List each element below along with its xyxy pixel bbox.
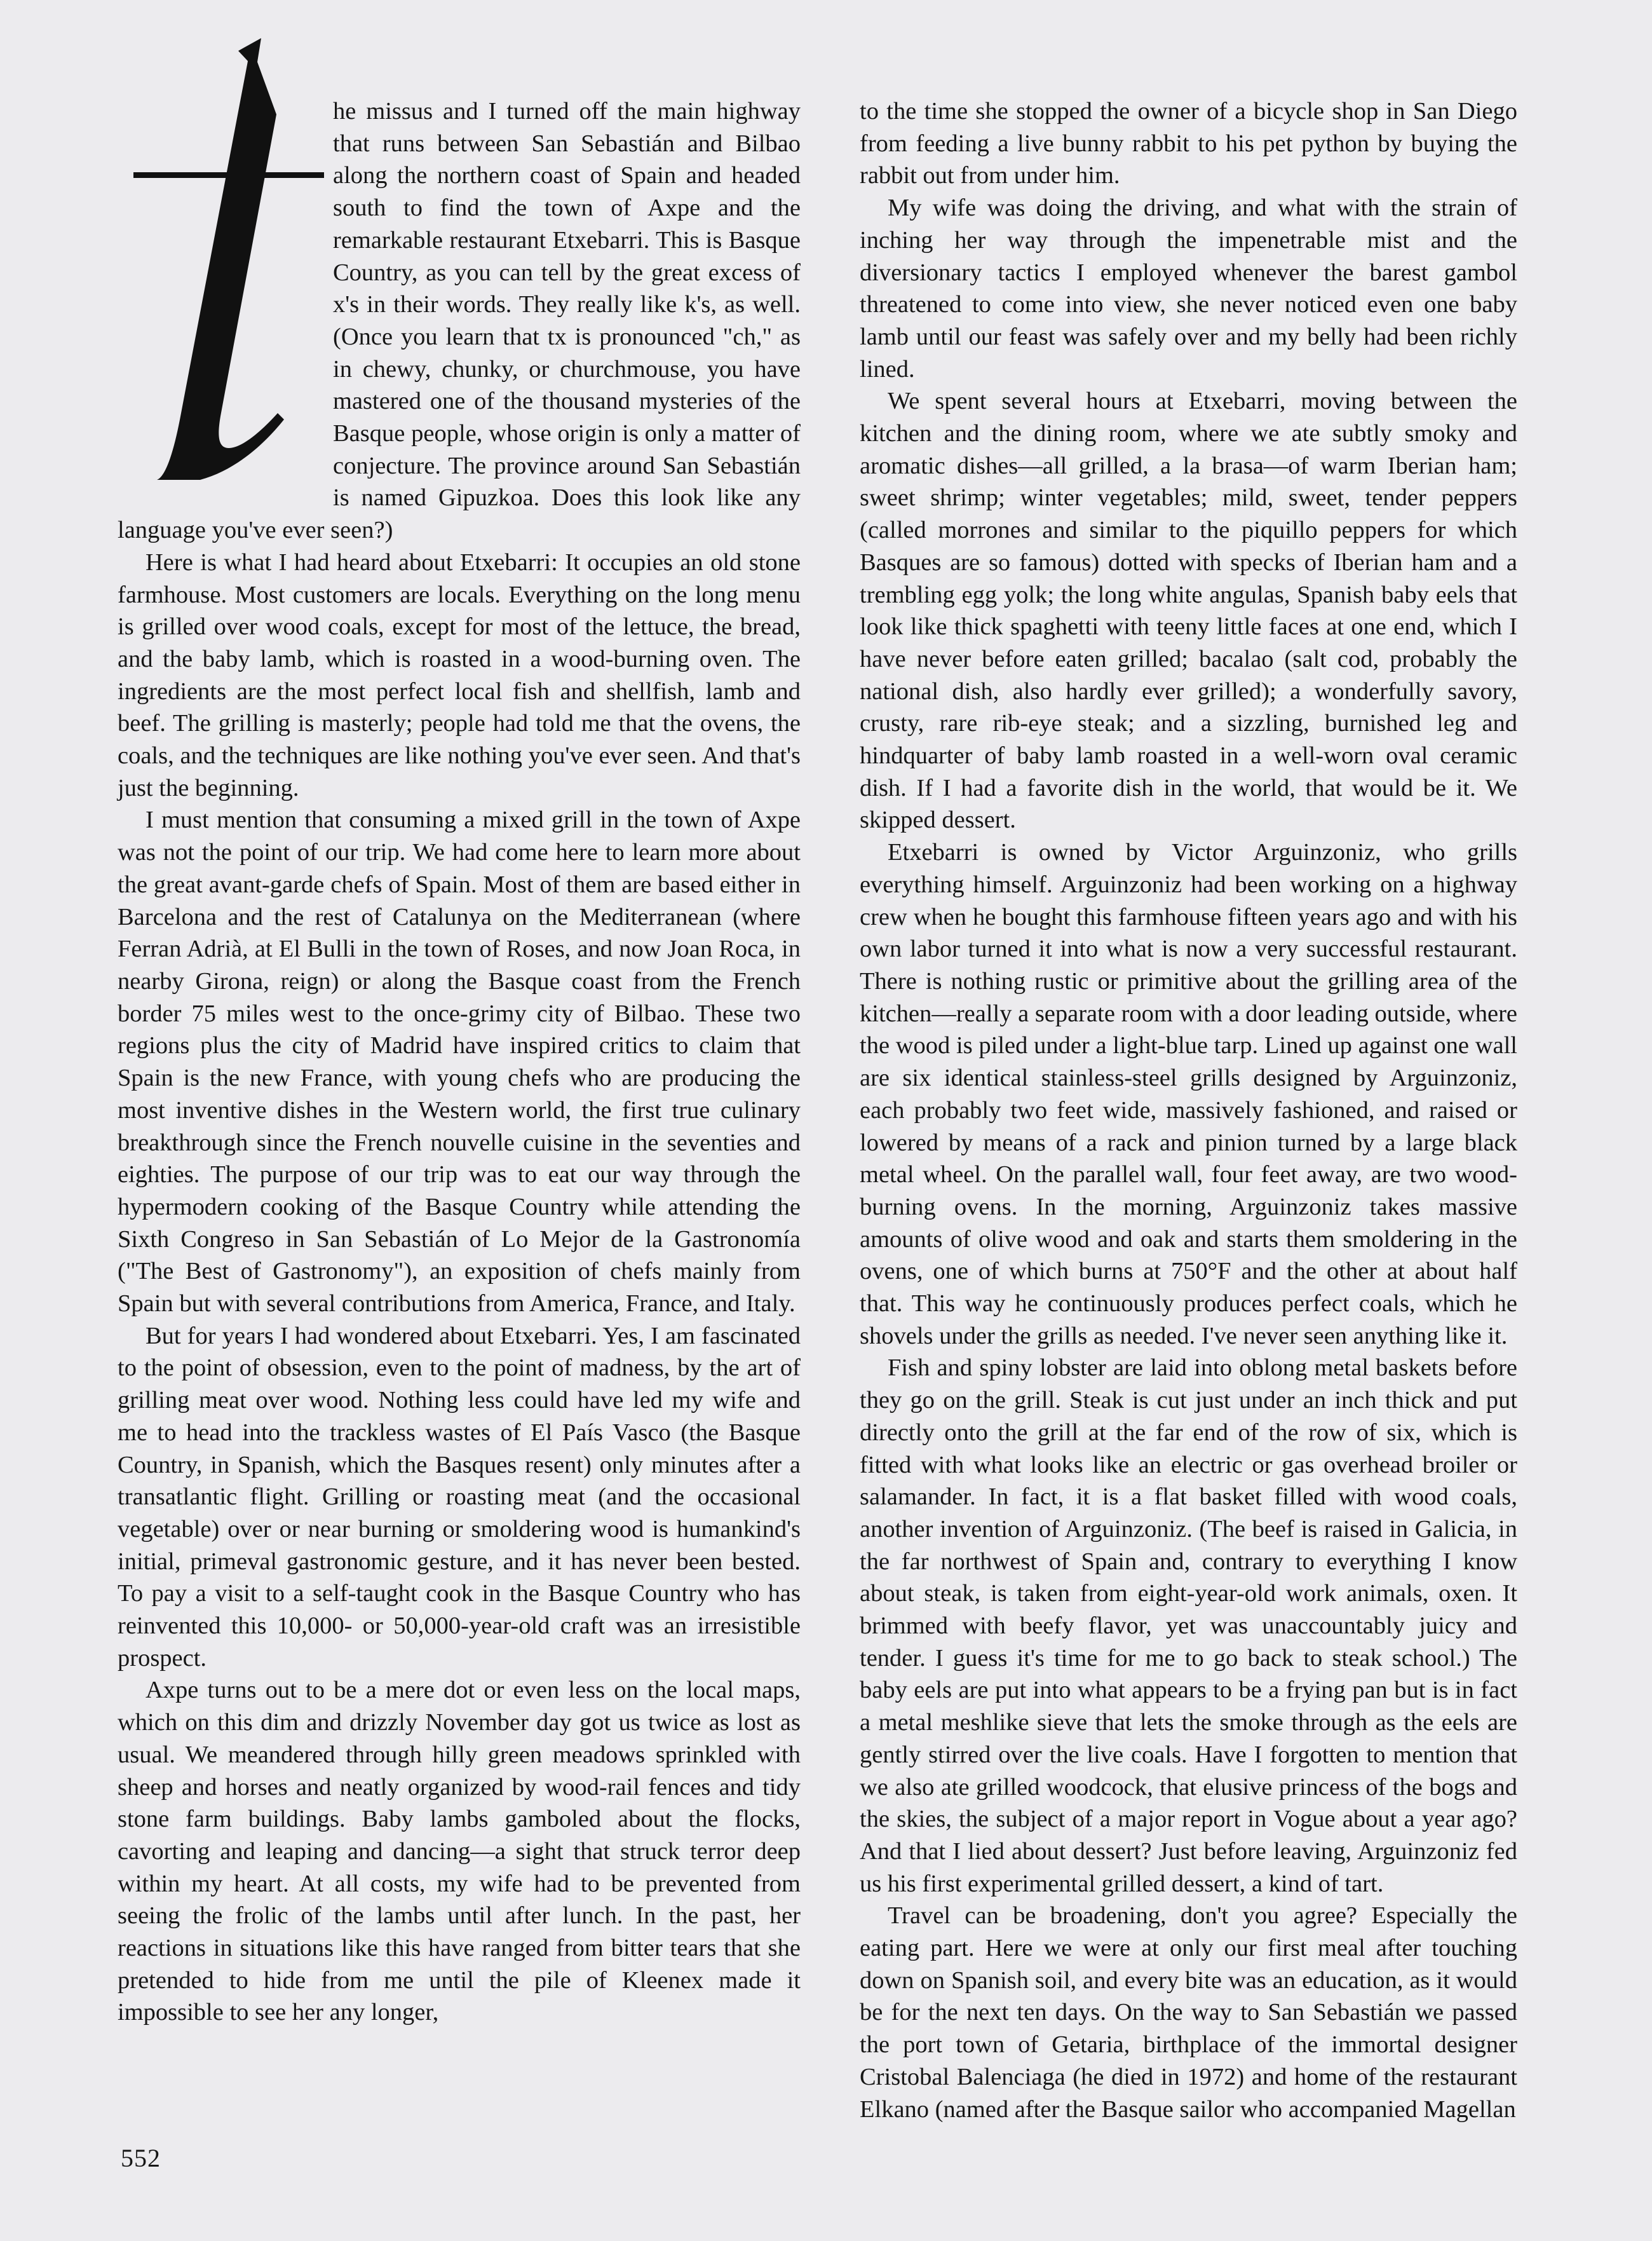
paragraph: he missus and I turned off the main highway that runs between San Sebastián and Bilbao along the northern coast of Spain and headed south to find the town of Axpe and the remarkable restaurant Etxebarri. This is Basque Country, as you can tell by the great excess of x's in their words. They really like k's, as well. (Once you learn that tx is pronounced "ch," as in chewy, chunky, or churchmouse, you have mastered one of the thousand mysteries of the Basque people, whose origin is only a matter of conjecture. The province around San Sebastián is named Gipuzkoa. Does this look like any language you've ever seen?) [118, 98, 801, 544]
right-column [860, 95, 1517, 2125]
page-number: 552 [121, 2144, 161, 2172]
drop-cap-letter-t [105, 32, 324, 508]
paragraph: Travel can be broadening, don't you agree? Especially the eating part. Here we were at only our first meal after touching down on Spanish soil, and every bite was an education, as it would be for the next ten days. On the way to San Sebastián we passed the port town of Getaria, birthplace of the immortal designer Cristobal Balenciaga (he died in 1972) and home of the restaurant Elkano (named after the Basque sailor who accompanied Magellan [860, 1902, 1517, 2123]
left-column [118, 95, 801, 2029]
paragraph: We spent several hours at Etxebarri, moving between the kitchen and the dining room, where we ate subtly smoky and aromatic dishes—all grilled, a la brasa—of warm Iberian ham; sweet shrimp; winter vegetables; mild, sweet, tender peppers (called morrones and similar to the piquillo peppers for which Basques are so famous) dotted with specks of Iberian ham and a trembling egg yolk; the long white angulas, Spanish baby eels that look like thick spaghetti with teeny little faces at one end, which I have never before eaten grilled; bacalao (salt cod, probably the national dish, also hardly ever grilled); a wonderfully savory, crusty, rare rib-eye steak; and a sizzling, burnished leg and hindquarter of baby lamb roasted in a well-worn oval ceramic dish. If I had a favorite dish in the world, that would be it. We skipped dessert. [860, 388, 1517, 834]
paragraph: Here is what I had heard about Etxebarri: It occupies an old stone farmhouse. Most customers are locals. Everything on the long menu is grilled over wood coals, except for most of the lettuce, the bread, and the baby lamb, which is roasted in a wood-burning oven. The ingredients are the most perfect local fish and shellfish, lamb and beef. The grilling is masterly; people had told me that the ovens, the coals, and the techniques are like nothing you've ever seen. And that's just the beginning. [118, 548, 801, 801]
paragraph: But for years I had wondered about Etxebarri. Yes, I am fascinated to the point of obsession, even to the point of madness, by the art of grilling meat over wood. Nothing less could have led my wife and me to head into the trackless wastes of El País Vasco (the Basque Country, in Spanish, which the Basques resent) only minutes after a transatlantic flight. Grilling or roasting meat (and the occasional vegetable) over or near burning or smoldering wood is humankind's initial, primeval gastronomic gesture, and it has never been bested. To pay a visit to a self-taught cook in the Basque Country who has reinvented this 10,000- or 50,000-year-old craft was an irresistible prospect. [118, 1322, 801, 1672]
paragraph: Etxebarri is owned by Victor Arguinzoniz, who grills everything himself. Arguinzoniz had been working on a highway crew when he bought this farmhouse fifteen years ago and with his own labor turned it into what is now a very successful restaurant. There is nothing rustic or primitive about the grilling area of the kitchen—really a separate room with a door leading outside, where the wood is piled under a light-blue tarp. Lined up against one wall are six identical stainless-steel grills designed by Arguinzoniz, each probably two feet wide, massively fashioned, and raised or lowered by means of a rack and pinion turned by a large black metal wheel. On the parallel wall, four feet away, are two wood-burning ovens. In the morning, Arguinzoniz takes massive amounts of olive wood and oak and starts them smoldering in the ovens, one of which burns at 750°F and the other at about half that. This way he continuously produces perfect coals, which he shovels under the grills as needed. I've never seen anything like it. [860, 839, 1517, 1349]
paragraph: Axpe turns out to be a mere dot or even less on the local maps, which on this dim and drizzly November day got us twice as lost as usual. We meandered through hilly green meadows sprinkled with sheep and horses and neatly organized by wood-rail fences and tidy stone farm buildings. Baby lambs gamboled about the flocks, cavorting and leaping and dancing—a sight that struck terror deep within my heart. At all costs, my wife had to be prevented from seeing the frolic of the lambs until after lunch. In the past, her reactions in situations like this have ranged from bitter tears that she pretended to hide from me until the pile of Kleenex made it impossible to see her any longer, [118, 1677, 801, 2026]
paragraph: to the time she stopped the owner of a bicycle shop in San Diego from feeding a live bunny rabbit to his pet python by buying the rabbit out from under him. [860, 98, 1517, 189]
paragraph: Fish and spiny lobster are laid into oblong metal baskets before they go on the grill. Steak is cut just under an inch thick and put directly onto the grill at the far end of the row of six, which is fitted with what looks like an electric or gas overhead broiler or salamander. In fact, it is a flat basket filled with wood coals, another invention of Arguinzoniz. (The beef is raised in Galicia, in the far northwest of Spain and, contrary to everything I know about steak, is taken from eight-year-old work animals, oxen. It brimmed with beefy flavor, yet was unaccountably juicy and tender. I guess it's time for me to go back to steak school.) The baby eels are put into what appears to be a frying pan but is in fact a metal meshlike sieve that lets the smoke through as the eels are gently stirred over the live coals. Have I forgotten to mention that we also ate grilled woodcock, that elusive princess of the bogs and the skies, the subject of a major report in Vogue about a year ago? And that I lied about dessert? Just before leaving, Arguinzoniz fed us his first experimental grilled dessert, a kind of tart. [860, 1354, 1517, 1897]
paragraph: I must mention that consuming a mixed grill in the town of Axpe was not the point of our trip. We had come here to learn more about the great avant-garde chefs of Spain. Most of them are based either in Barcelona and the rest of Catalunya on the Mediterranean (where Ferran Adrià, at El Bulli in the town of Roses, and now Joan Roca, in nearby Girona, reign) or along the Basque coast from the French border 75 miles west to the once-grimy city of Bilbao. These two regions plus the city of Madrid have inspired critics to claim that Spain is the new France, with young chefs who are producing the most inventive dishes in the Western world, the first true culinary breakthrough since the French nouvelle cuisine in the seventies and eighties. The purpose of our trip was to eat our way through the hypermodern cooking of the Basque Country while attending the Sixth Congreso in San Sebastián of Lo Mejor de la Gastronomía ("The Best of Gastronomy"), an exposition of chefs mainly from Spain but with several contributions from America, France, and Italy. [118, 807, 801, 1318]
paragraph: My wife was doing the driving, and what with the strain of inching her way through the impenetrable mist and the diversionary tactics I employed whenever the barest gambol threatened to come into view, she never noticed even one baby lamb until our feast was safely over and my belly had been richly lined. [860, 194, 1517, 383]
